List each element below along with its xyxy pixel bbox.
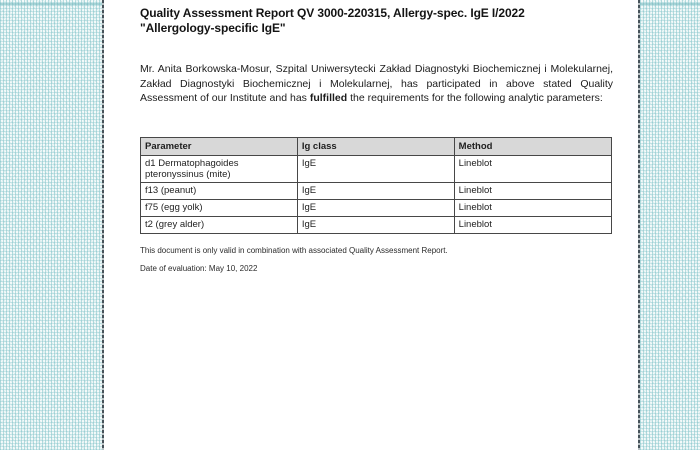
cell-method: Lineblot xyxy=(454,217,611,234)
validity-note: This document is only valid in combination with associated Quality Assessment Report. xyxy=(140,246,448,255)
statement-fulfilled-emphasis: fulfilled xyxy=(309,92,348,105)
participation-statement xyxy=(140,62,613,106)
border-frame-line-top-right xyxy=(640,3,700,5)
table-header-row xyxy=(141,138,612,156)
cell-method: Lineblot xyxy=(454,156,611,183)
table-row xyxy=(141,156,612,183)
cell-ig-class: IgE xyxy=(297,200,454,217)
border-edge-line-right xyxy=(638,0,640,450)
evaluation-date: Date of evaluation: May 10, 2022 xyxy=(140,264,258,273)
border-edge-line-left xyxy=(102,0,104,450)
parameters-table xyxy=(140,137,612,234)
table-row xyxy=(141,200,612,217)
cell-parameter: f13 (peanut) xyxy=(141,183,298,200)
statement-text-before: Mr. Anita Borkowska-Mosur, Szpital Uniwersytecki Zakład Diagnostyki Biochemicznej i Molekularnej, Zakład Diagnostyki Biochemicznej i Molekularnej, has participated in above stated Quality Assessment of our Institute and has xyxy=(140,63,613,105)
document-title xyxy=(140,6,618,36)
cell-method: Lineblot xyxy=(454,200,611,217)
document-title-line2: "Allergology-specific IgE" xyxy=(140,21,286,35)
table-row xyxy=(141,217,612,234)
document-title-line1: Quality Assessment Report QV 3000-220315, Allergy-spec. IgE I/2022 xyxy=(140,6,525,20)
table-row xyxy=(141,183,612,200)
cell-ig-class: IgE xyxy=(297,183,454,200)
statement-text-after: the requirements for the following analytic parameters: xyxy=(347,92,603,105)
cell-parameter: d1 Dermatophagoides pteronyssinus (mite) xyxy=(141,156,298,183)
guilloche-border-right xyxy=(640,0,700,450)
column-header-ig-class: Ig class xyxy=(297,138,454,156)
cell-parameter: t2 (grey alder) xyxy=(141,217,298,234)
guilloche-border-left xyxy=(0,0,102,450)
cell-ig-class: IgE xyxy=(297,217,454,234)
column-header-parameter: Parameter xyxy=(141,138,298,156)
cell-parameter: f75 (egg yolk) xyxy=(141,200,298,217)
border-frame-line-top-left xyxy=(0,3,102,5)
cell-ig-class: IgE xyxy=(297,156,454,183)
column-header-method: Method xyxy=(454,138,611,156)
cell-method: Lineblot xyxy=(454,183,611,200)
